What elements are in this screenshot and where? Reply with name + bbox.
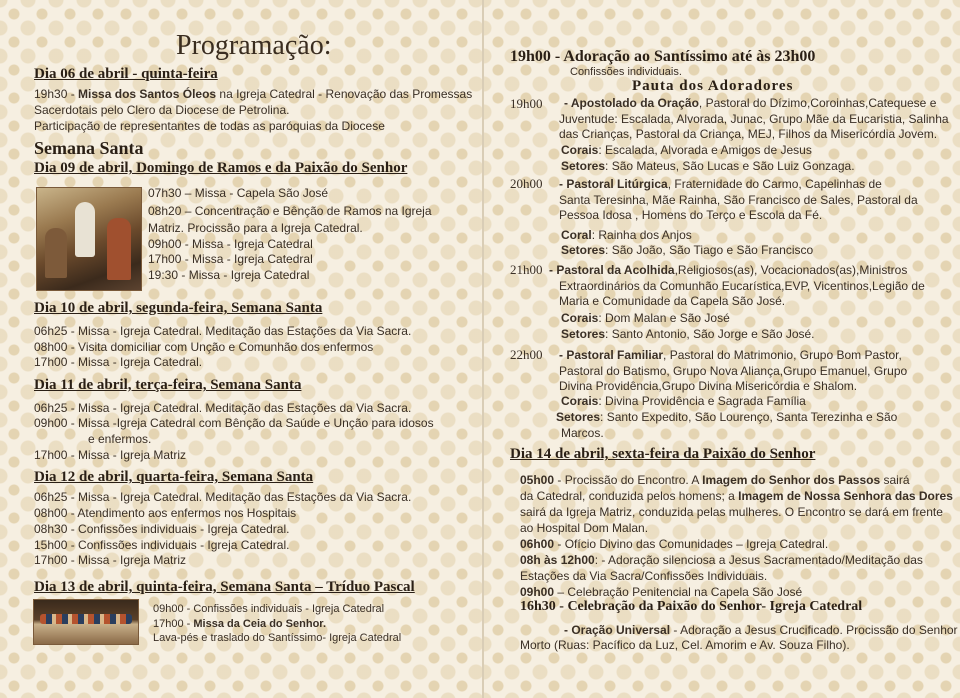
day-13-heading: Dia 13 de abril, quinta-feira, Semana Santa – Tríduo Pascal [34, 579, 415, 595]
day-11-line: 17h00 - Missa - Igreja Matriz [34, 448, 187, 462]
corais-value: : Dom Malan e São José [598, 311, 730, 325]
corais-label: Corais [561, 311, 599, 325]
day-12-line: 08h30 - Confissões individuais - Igreja Catedral. [34, 522, 290, 536]
slot-text: , Pastoral do Matrimonio, Grupo Bom Pastor, [663, 348, 902, 362]
day-09-line: Matriz. Procissão para a Igreja Catedral. [148, 221, 363, 235]
event-detail: na Igreja Catedral - Renovação das Promessas [216, 87, 473, 101]
day-13-line: 09h00 - Confissões individuais - Igreja Catedral [153, 603, 385, 615]
day-10-line: 08h00 - Visita domiciliar com Unção e Comunhão dos enfermos [34, 340, 374, 354]
slot-line [564, 95, 936, 111]
event-name: Imagem de Nossa Senhora das Dores [738, 489, 953, 503]
day-10-line: 17h00 - Missa - Igreja Catedral. [34, 355, 203, 369]
pauta-heading: Pauta dos Adoradores [632, 78, 794, 94]
setores-value: : São Mateus, São Lucas e São Luiz Gonzaga. [605, 159, 855, 173]
slot-lead: - Apostolado da Oração [564, 96, 699, 110]
day-09-line: 17h00 - Missa - Igreja Catedral [148, 252, 313, 266]
day-09-line: 07h30 – Missa - Capela São José [148, 186, 329, 200]
slot-setores [561, 242, 813, 258]
day-11-line: 06h25 - Missa - Igreja Catedral. Meditação das Estações da Via Sacra. [34, 401, 412, 415]
corais-value: : Divina Providência e Sagrada Família [598, 394, 806, 408]
slot-setores [561, 158, 855, 174]
adoracao-heading: 19h00 - Adoração ao Santíssimo até às 23h00 [510, 48, 816, 65]
time-text: 09h00 [520, 585, 555, 599]
slot-line: Divina Providência,Grupo Divina Misericórdia e Shalom. [559, 379, 858, 393]
setores-label: Setores [561, 159, 606, 173]
slot-setores [556, 409, 897, 425]
setores-label: Setores [556, 410, 601, 424]
day-09-line: 19:30 - Missa - Igreja Catedral [148, 268, 310, 282]
slot-setores [561, 326, 815, 342]
adoracao-sub: Confissões individuais. [570, 66, 682, 78]
slot-lead: - Pastoral Litúrgica [559, 177, 668, 191]
event-detail: da Catedral, conduzida pelos homens; a [520, 489, 739, 503]
day-14-line: Morto (Ruas: Pacífico da Luz, Cel. Amorim e Av. Souza Filho). [520, 638, 850, 652]
event-detail: - Procissão do Encontro. A [554, 473, 703, 487]
slot-line [549, 262, 907, 278]
time-text: 08h às 12h00 [520, 553, 595, 567]
event-name: - Oração Universal [564, 623, 671, 637]
slot-line [559, 176, 882, 192]
day-14-line: Estações da Via Sacra/Confissões Individuais. [520, 569, 768, 583]
day-12-line: 06h25 - Missa - Igreja Catedral. Meditação das Estações da Via Sacra. [34, 490, 412, 504]
day-12-line: 17h00 - Missa - Igreja Matriz [34, 553, 187, 567]
semana-santa-heading: Semana Santa [34, 138, 144, 158]
slot-line: Pastoral do Batismo, Grupo Nova Aliança,Grupo Emanuel, Grupo [559, 364, 908, 378]
time-text: 06h00 [520, 537, 555, 551]
event-detail: – Celebração Penitencial na Capela São José [554, 585, 803, 599]
setores-value: : Santo Antonio, São Jorge e São José. [605, 327, 815, 341]
day-11-heading: Dia 11 de abril, terça-feira, Semana Santa [34, 377, 302, 393]
slot-setores-cont: Marcos. [561, 426, 604, 440]
slot-corais [561, 310, 730, 326]
day-14-line [520, 536, 828, 552]
slot-text: , Fraternidade do Carmo, Capelinhas de [667, 177, 882, 191]
slot-line [559, 347, 902, 363]
corais-value: : Rainha dos Anjos [591, 228, 692, 242]
corais-label: Corais [561, 143, 599, 157]
day-14-line [564, 622, 958, 638]
day-11-line: e enfermos. [88, 432, 152, 446]
slot-time: 22h00 [510, 347, 543, 362]
slot-time: 20h00 [510, 176, 543, 191]
slot-corais [561, 393, 806, 409]
day-06-heading: Dia 06 de abril - quinta-feira [34, 66, 218, 82]
slot-line: das Crianças, Pastoral da Criança, MEJ, Filhos da Misericórdia Jovem. [559, 127, 938, 141]
day-13-line: Lava-pés e traslado do Santíssimo- Igreja Catedral [153, 632, 402, 644]
slot-line: Extraordinários da Comunhão Eucarística,EVP, Vicentinos,Legião de [559, 279, 925, 293]
corais-label: Coral [561, 228, 592, 242]
day-12-line: 08h00 - Atendimento aos enfermos nos Hospitais [34, 506, 297, 520]
corais-value: : Escalada, Alvorada e Amigos de Jesus [598, 143, 812, 157]
slot-lead: - Pastoral Familiar [559, 348, 664, 362]
slot-line: Santa Teresinha, Mãe Rainha, São Francisco de Sales, Pastoral da [559, 193, 918, 207]
day-14-line [520, 584, 802, 600]
day-10-heading: Dia 10 de abril, segunda-feira, Semana Santa [34, 300, 323, 316]
slot-text: , Pastoral do Dízimo,Coroinhas,Catequese e [698, 96, 937, 110]
day-12-line: 15h00 - Confissões individuais - Igreja Catedral. [34, 538, 290, 552]
slot-corais [561, 142, 812, 158]
day-14-line [520, 488, 953, 504]
day-09-line: 08h20 – Concentração e Bênção de Ramos na Igreja [148, 204, 432, 218]
event-detail: : - Adoração silenciosa a Jesus Sacramentado/Meditação das [594, 553, 923, 567]
event-name: Missa da Ceia do Senhor. [193, 618, 327, 630]
slot-corais [561, 227, 692, 243]
day-14-line [520, 552, 923, 568]
day-14-heading: Dia 14 de abril, sexta-feira da Paixão do Senhor [510, 446, 816, 462]
slot-time: 21h00 [510, 262, 543, 277]
day-13-line [153, 618, 326, 630]
event-detail: sairá [880, 473, 910, 487]
palm-sunday-image [36, 187, 142, 291]
setores-value: : São João, São Tiago e São Francisco [605, 243, 814, 257]
time-text: 05h00 [520, 473, 555, 487]
time-text: 19h30 - [34, 87, 79, 101]
day-06-line-1 [34, 86, 472, 102]
event-name: Imagem do Senhor dos Passos [702, 473, 881, 487]
page-title: Programação: [176, 30, 332, 61]
time-text: 17h00 - [153, 618, 194, 630]
slot-lead: - Pastoral da Acolhida [549, 263, 675, 277]
day-09-line: 09h00 - Missa - Igreja Catedral [148, 237, 313, 251]
day-09-heading: Dia 09 de abril, Domingo de Ramos e da Paixão do Senhor [34, 160, 408, 176]
corais-label: Corais [561, 394, 599, 408]
setores-label: Setores [561, 327, 606, 341]
day-14-line: sairá da Igreja Matriz, conduzida pelas mulheres. O Encontro se dará em frente [520, 505, 943, 519]
right-page [484, 0, 960, 698]
setores-label: Setores [561, 243, 606, 257]
day-12-heading: Dia 12 de abril, quarta-feira, Semana Santa [34, 469, 314, 485]
day-14-line: ao Hospital Dom Malan. [520, 521, 649, 535]
slot-line: Maria e Comunidade da Capela São José. [559, 294, 786, 308]
slot-text: ,Religiosos(as), Vocacionados(as),Ministros [674, 263, 908, 277]
day-06-line-2: Sacerdotais pelo Clero da Diocese de Petrolina. [34, 103, 290, 117]
last-supper-image [33, 599, 139, 645]
slot-line: Juventude: Escalada, Alvorada, Junac, Grupo Mãe da Eucaristia, Salinha [559, 112, 949, 126]
day-14-celebration: 16h30 - Celebração da Paixão do Senhor- Igreja Catedral [520, 599, 863, 614]
event-name: Missa dos Santos Óleos [78, 87, 217, 101]
slot-time: 19h00 [510, 96, 543, 111]
setores-value: : Santo Expedito, São Lourenço, Santa Terezinha e São [600, 410, 898, 424]
day-10-line: 06h25 - Missa - Igreja Catedral. Meditação das Estações da Via Sacra. [34, 324, 412, 338]
day-11-line: 09h00 - Missa -Igreja Catedral com Bênção da Saúde e Unção para idosos [34, 416, 434, 430]
event-detail: - Adoração a Jesus Crucificado. Procissão do Senhor [670, 623, 958, 637]
slot-line: Pessoa Idosa , Homens do Terço e Escola da Fé. [559, 208, 823, 222]
day-14-line [520, 472, 910, 488]
day-06-line-3: Participação de representantes de todas as paróquias da Diocese [34, 119, 385, 133]
event-detail: - Ofício Divino das Comunidades – Igreja Catedral. [554, 537, 829, 551]
